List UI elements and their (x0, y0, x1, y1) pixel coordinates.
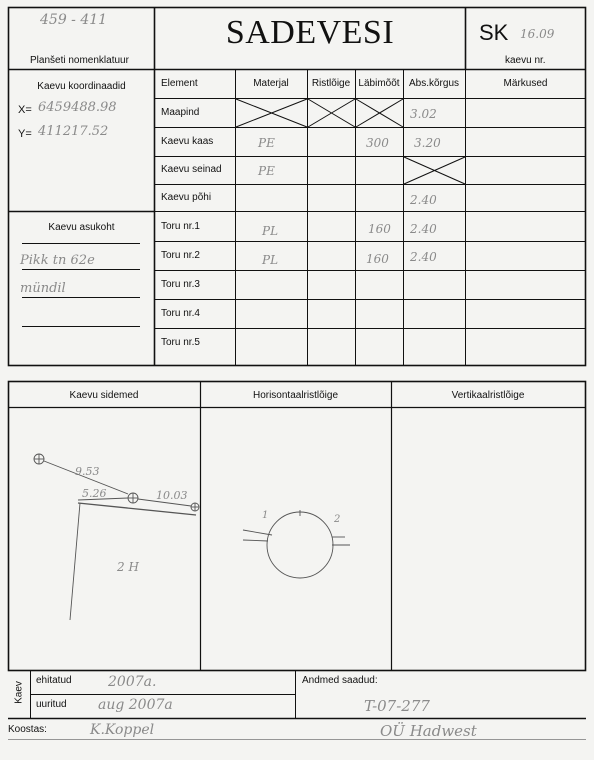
col-header-markused: Märkused (503, 78, 548, 89)
nomenclature-value: 459 - 411 (40, 12, 108, 28)
section-sidemed: Kaevu sidemed (69, 390, 139, 401)
andmed-label: Andmed saadud: (302, 675, 378, 686)
page-title: SADEVESI (225, 14, 395, 51)
row-element: Kaevu põhi (161, 192, 212, 203)
row-element: Toru nr.1 (161, 221, 200, 232)
coords-label: Kaevu koordinaadid (37, 81, 126, 92)
kaevu-nr-label: kaevu nr. (505, 55, 546, 66)
row-labimoot: 160 (366, 252, 389, 266)
row-labimoot: 300 (366, 136, 389, 150)
row-labimoot: 160 (368, 222, 391, 236)
col-header-element: Element (161, 78, 198, 89)
sketch-dist-3: 10.03 (156, 489, 188, 502)
row-materjal: PL (262, 253, 279, 267)
company-name: OÜ Hadwest (380, 722, 477, 740)
row-abs: 2.40 (410, 250, 437, 264)
row-materjal: PL (262, 224, 279, 238)
section-horisontaal: Horisontaalristlõige (252, 390, 339, 401)
col-header-materjal: Materjal (253, 78, 289, 89)
row-abs: 3.20 (414, 136, 441, 150)
row-element: Toru nr.5 (161, 337, 200, 348)
row-element: Kaevu seinad (161, 164, 222, 175)
coord-y-label: Y= (18, 128, 32, 140)
kaev-label: Kaev (13, 681, 25, 704)
row-element: Kaevu kaas (161, 136, 214, 147)
coord-x-label: X= (18, 104, 32, 116)
col-header-ristloige: Ristlõige (311, 78, 351, 89)
row-materjal: PE (258, 136, 275, 150)
sketch-pipe-2: 2 (334, 514, 341, 525)
sk-label: SK (479, 20, 509, 45)
location-label: Kaevu asukoht (48, 222, 115, 233)
row-abs: 3.02 (410, 107, 437, 121)
coord-x-value: 6459488.98 (38, 100, 117, 115)
andmed-value: T-07-277 (364, 697, 430, 715)
sketch-building: 2 H (117, 560, 139, 574)
row-abs: 2.40 (410, 222, 437, 236)
row-abs: 2.40 (410, 193, 437, 207)
sketch-pipe-1: 1 (262, 510, 269, 521)
location-line-2: mündil (20, 281, 66, 296)
ehitatud-label: ehitatud (36, 675, 72, 686)
row-element: Maapind (161, 107, 200, 118)
uuritud-label: uuritud (36, 699, 67, 710)
nomenclature-label: Planšeti nomenklatuur (30, 55, 129, 66)
sketch-dist-1: 9.53 (75, 465, 100, 478)
sk-value: 16.09 (520, 27, 555, 41)
uuritud-value: aug 2007a (98, 697, 173, 713)
ehitatud-value: 2007a. (108, 674, 157, 690)
row-element: Toru nr.4 (161, 308, 200, 319)
col-header-abs: Abs.kõrgus (408, 78, 460, 89)
row-element: Toru nr.2 (161, 250, 200, 261)
koostas-value: K.Koppel (90, 722, 155, 738)
col-header-labimoot: Läbimõõt (358, 78, 400, 89)
row-element: Toru nr.3 (161, 279, 200, 290)
coord-y-value: 411217.52 (38, 124, 109, 139)
location-line-1: Pikk tn 62e (20, 253, 95, 268)
row-materjal: PE (258, 164, 275, 178)
koostas-label: Koostas: (8, 724, 47, 735)
sketch-dist-2: 5.26 (82, 487, 107, 500)
section-vertikaal: Vertikaalristlõige (451, 390, 525, 401)
